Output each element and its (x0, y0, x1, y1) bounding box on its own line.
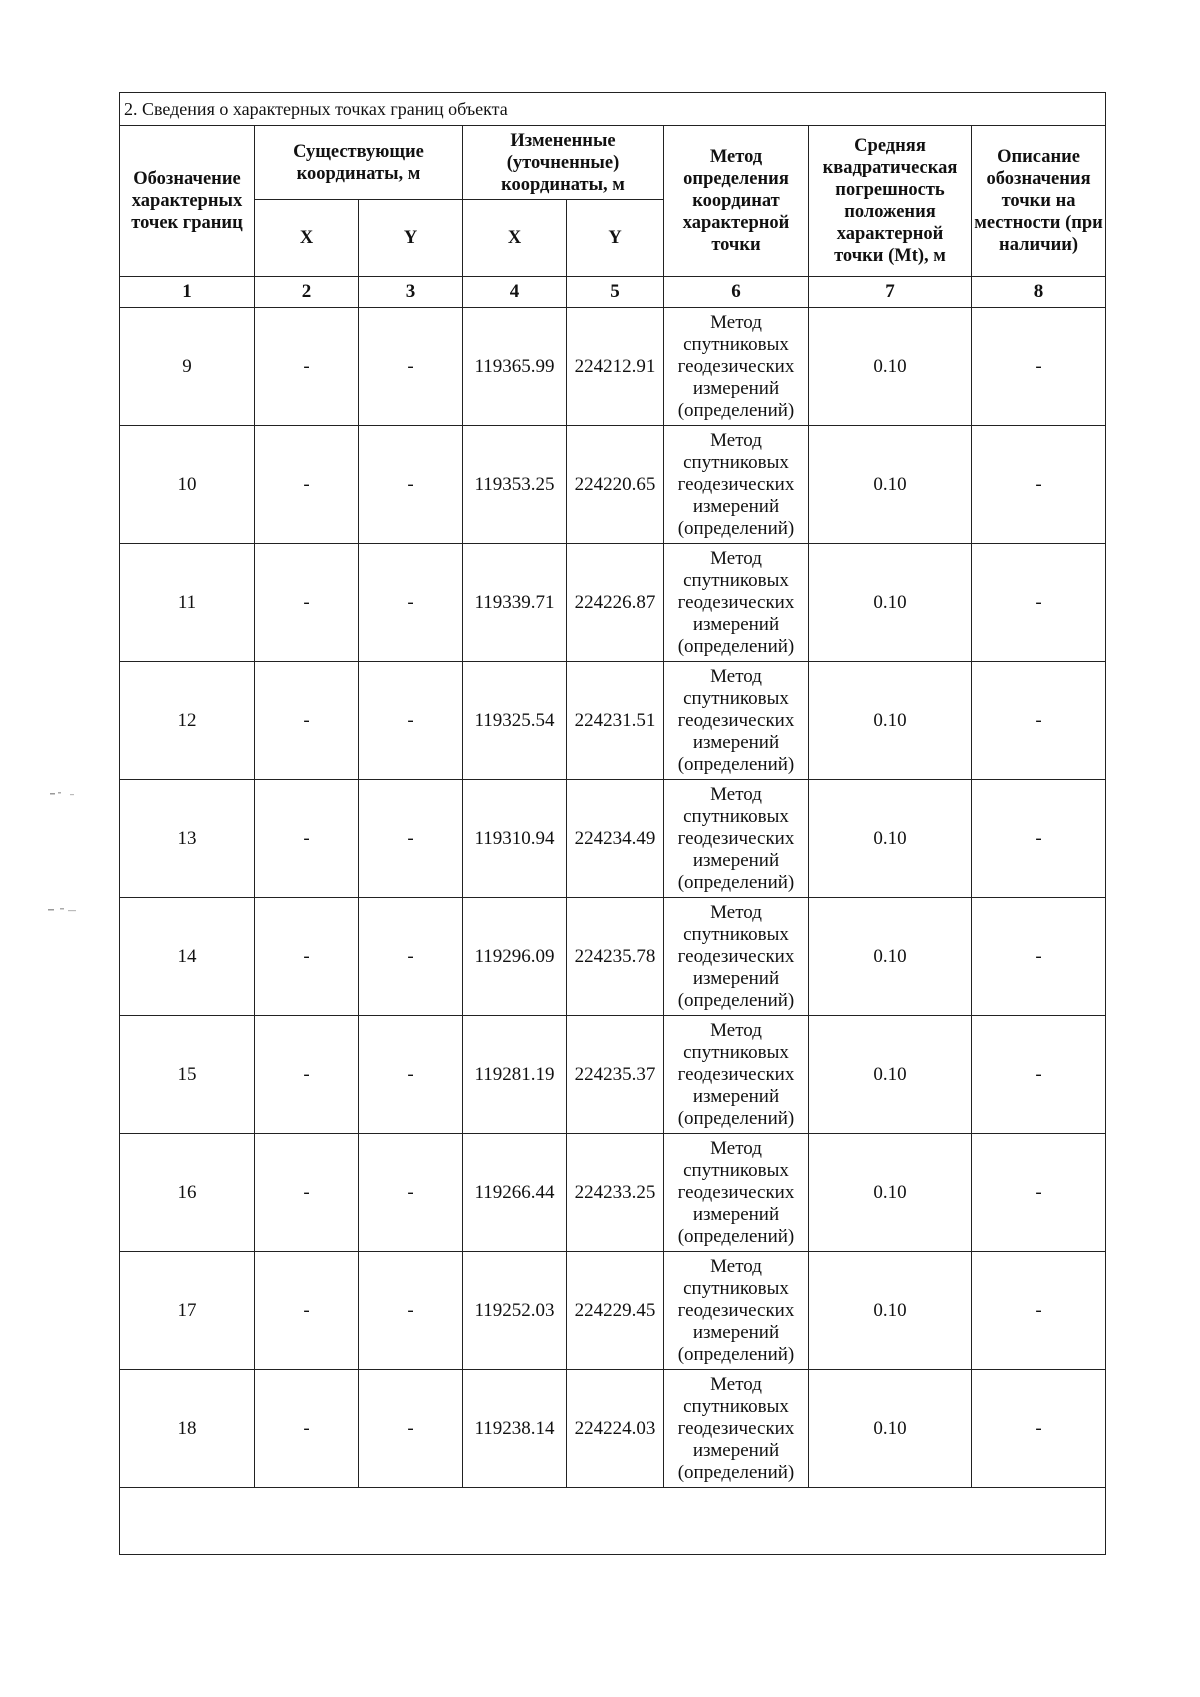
existing-x: - (255, 426, 359, 544)
header-description: Описание обозначения точки на местности (при наличии) (972, 126, 1106, 277)
mean-error: 0.10 (809, 426, 972, 544)
table-row (120, 1016, 1106, 1134)
point-description: - (972, 1134, 1106, 1252)
column-number: 2 (255, 277, 359, 308)
existing-x: - (255, 1370, 359, 1488)
column-number: 1 (120, 277, 255, 308)
changed-y: 224220.65 (567, 426, 664, 544)
existing-x: - (255, 1016, 359, 1134)
point-description: - (972, 544, 1106, 662)
changed-y: 224229.45 (567, 1252, 664, 1370)
table-row (120, 1134, 1106, 1252)
point-description: - (972, 308, 1106, 426)
point-number: 15 (120, 1016, 255, 1134)
table-row (120, 662, 1106, 780)
changed-x: 119296.09 (463, 898, 567, 1016)
table-row (120, 426, 1106, 544)
changed-y: 224226.87 (567, 544, 664, 662)
existing-y: - (359, 780, 463, 898)
existing-x: - (255, 780, 359, 898)
existing-x: - (255, 898, 359, 1016)
point-description: - (972, 1252, 1106, 1370)
method-cell: Метод спутниковых геодезических измерений (определений) (664, 308, 809, 426)
changed-x: 119238.14 (463, 1370, 567, 1488)
header-method: Метод определения координат характерной точки (664, 126, 809, 277)
existing-y: - (359, 1370, 463, 1488)
mean-error: 0.10 (809, 898, 972, 1016)
method-cell: Метод спутниковых геодезических измерений (определений) (664, 662, 809, 780)
changed-y: 224234.49 (567, 780, 664, 898)
point-description: - (972, 426, 1106, 544)
changed-x: 119339.71 (463, 544, 567, 662)
table-row (120, 308, 1106, 426)
existing-y: - (359, 1134, 463, 1252)
mean-error: 0.10 (809, 1370, 972, 1488)
column-number: 8 (972, 277, 1106, 308)
header-existing-y: Y (359, 200, 463, 277)
method-cell: Метод спутниковых геодезических измерений (определений) (664, 426, 809, 544)
changed-y: 224233.25 (567, 1134, 664, 1252)
changed-x: 119325.54 (463, 662, 567, 780)
changed-y: 224231.51 (567, 662, 664, 780)
header-existing-coordinates: Существующие координаты, м (255, 126, 463, 200)
scan-artifact (48, 906, 94, 914)
empty-footer-row (120, 1488, 1106, 1555)
header-changed-x: X (463, 200, 567, 277)
changed-y: 224212.91 (567, 308, 664, 426)
table-row (120, 780, 1106, 898)
point-description: - (972, 662, 1106, 780)
column-number: 6 (664, 277, 809, 308)
column-number: 4 (463, 277, 567, 308)
column-number: 7 (809, 277, 972, 308)
column-number: 3 (359, 277, 463, 308)
method-cell: Метод спутниковых геодезических измерений (определений) (664, 1370, 809, 1488)
column-number: 5 (567, 277, 664, 308)
method-cell: Метод спутниковых геодезических измерений (определений) (664, 1134, 809, 1252)
header-existing-x: X (255, 200, 359, 277)
header-mean-error: Средняя квадратическая погрешность положения характерной точки (Mt), м (809, 126, 972, 277)
changed-x: 119252.03 (463, 1252, 567, 1370)
changed-x: 119266.44 (463, 1134, 567, 1252)
point-description: - (972, 1370, 1106, 1488)
mean-error: 0.10 (809, 308, 972, 426)
point-number: 12 (120, 662, 255, 780)
changed-y: 224235.78 (567, 898, 664, 1016)
point-number: 9 (120, 308, 255, 426)
table-row (120, 1370, 1106, 1488)
mean-error: 0.10 (809, 544, 972, 662)
existing-x: - (255, 1134, 359, 1252)
section-title: 2. Сведения о характерных точках границ объекта (120, 93, 1106, 126)
point-number: 11 (120, 544, 255, 662)
changed-x: 119353.25 (463, 426, 567, 544)
existing-y: - (359, 1252, 463, 1370)
table-row (120, 1252, 1106, 1370)
changed-y: 224224.03 (567, 1370, 664, 1488)
header-point-designation: Обозначение характерных точек границ (120, 126, 255, 277)
mean-error: 0.10 (809, 1134, 972, 1252)
existing-y: - (359, 1016, 463, 1134)
table-row (120, 898, 1106, 1016)
empty-cell (120, 1488, 1106, 1555)
table-row (120, 544, 1106, 662)
point-number: 14 (120, 898, 255, 1016)
existing-x: - (255, 544, 359, 662)
changed-y: 224235.37 (567, 1016, 664, 1134)
mean-error: 0.10 (809, 1016, 972, 1134)
existing-y: - (359, 308, 463, 426)
point-description: - (972, 780, 1106, 898)
mean-error: 0.10 (809, 1252, 972, 1370)
existing-y: - (359, 426, 463, 544)
point-description: - (972, 1016, 1106, 1134)
point-description: - (972, 898, 1106, 1016)
existing-x: - (255, 308, 359, 426)
existing-x: - (255, 662, 359, 780)
mean-error: 0.10 (809, 662, 972, 780)
changed-x: 119310.94 (463, 780, 567, 898)
method-cell: Метод спутниковых геодезических измерений (определений) (664, 1252, 809, 1370)
header-changed-y: Y (567, 200, 664, 277)
method-cell: Метод спутниковых геодезических измерений (определений) (664, 780, 809, 898)
boundary-points-table (119, 92, 1106, 1555)
point-number: 10 (120, 426, 255, 544)
changed-x: 119281.19 (463, 1016, 567, 1134)
method-cell: Метод спутниковых геодезических измерений (определений) (664, 544, 809, 662)
point-number: 13 (120, 780, 255, 898)
existing-y: - (359, 898, 463, 1016)
point-number: 18 (120, 1370, 255, 1488)
column-number-row (120, 277, 1106, 308)
header-changed-coordinates: Измененные (уточненные) координаты, м (463, 126, 664, 200)
scan-artifact (48, 790, 94, 798)
changed-x: 119365.99 (463, 308, 567, 426)
existing-y: - (359, 544, 463, 662)
existing-x: - (255, 1252, 359, 1370)
method-cell: Метод спутниковых геодезических измерений (определений) (664, 1016, 809, 1134)
method-cell: Метод спутниковых геодезических измерений (определений) (664, 898, 809, 1016)
mean-error: 0.10 (809, 780, 972, 898)
existing-y: - (359, 662, 463, 780)
point-number: 16 (120, 1134, 255, 1252)
point-number: 17 (120, 1252, 255, 1370)
